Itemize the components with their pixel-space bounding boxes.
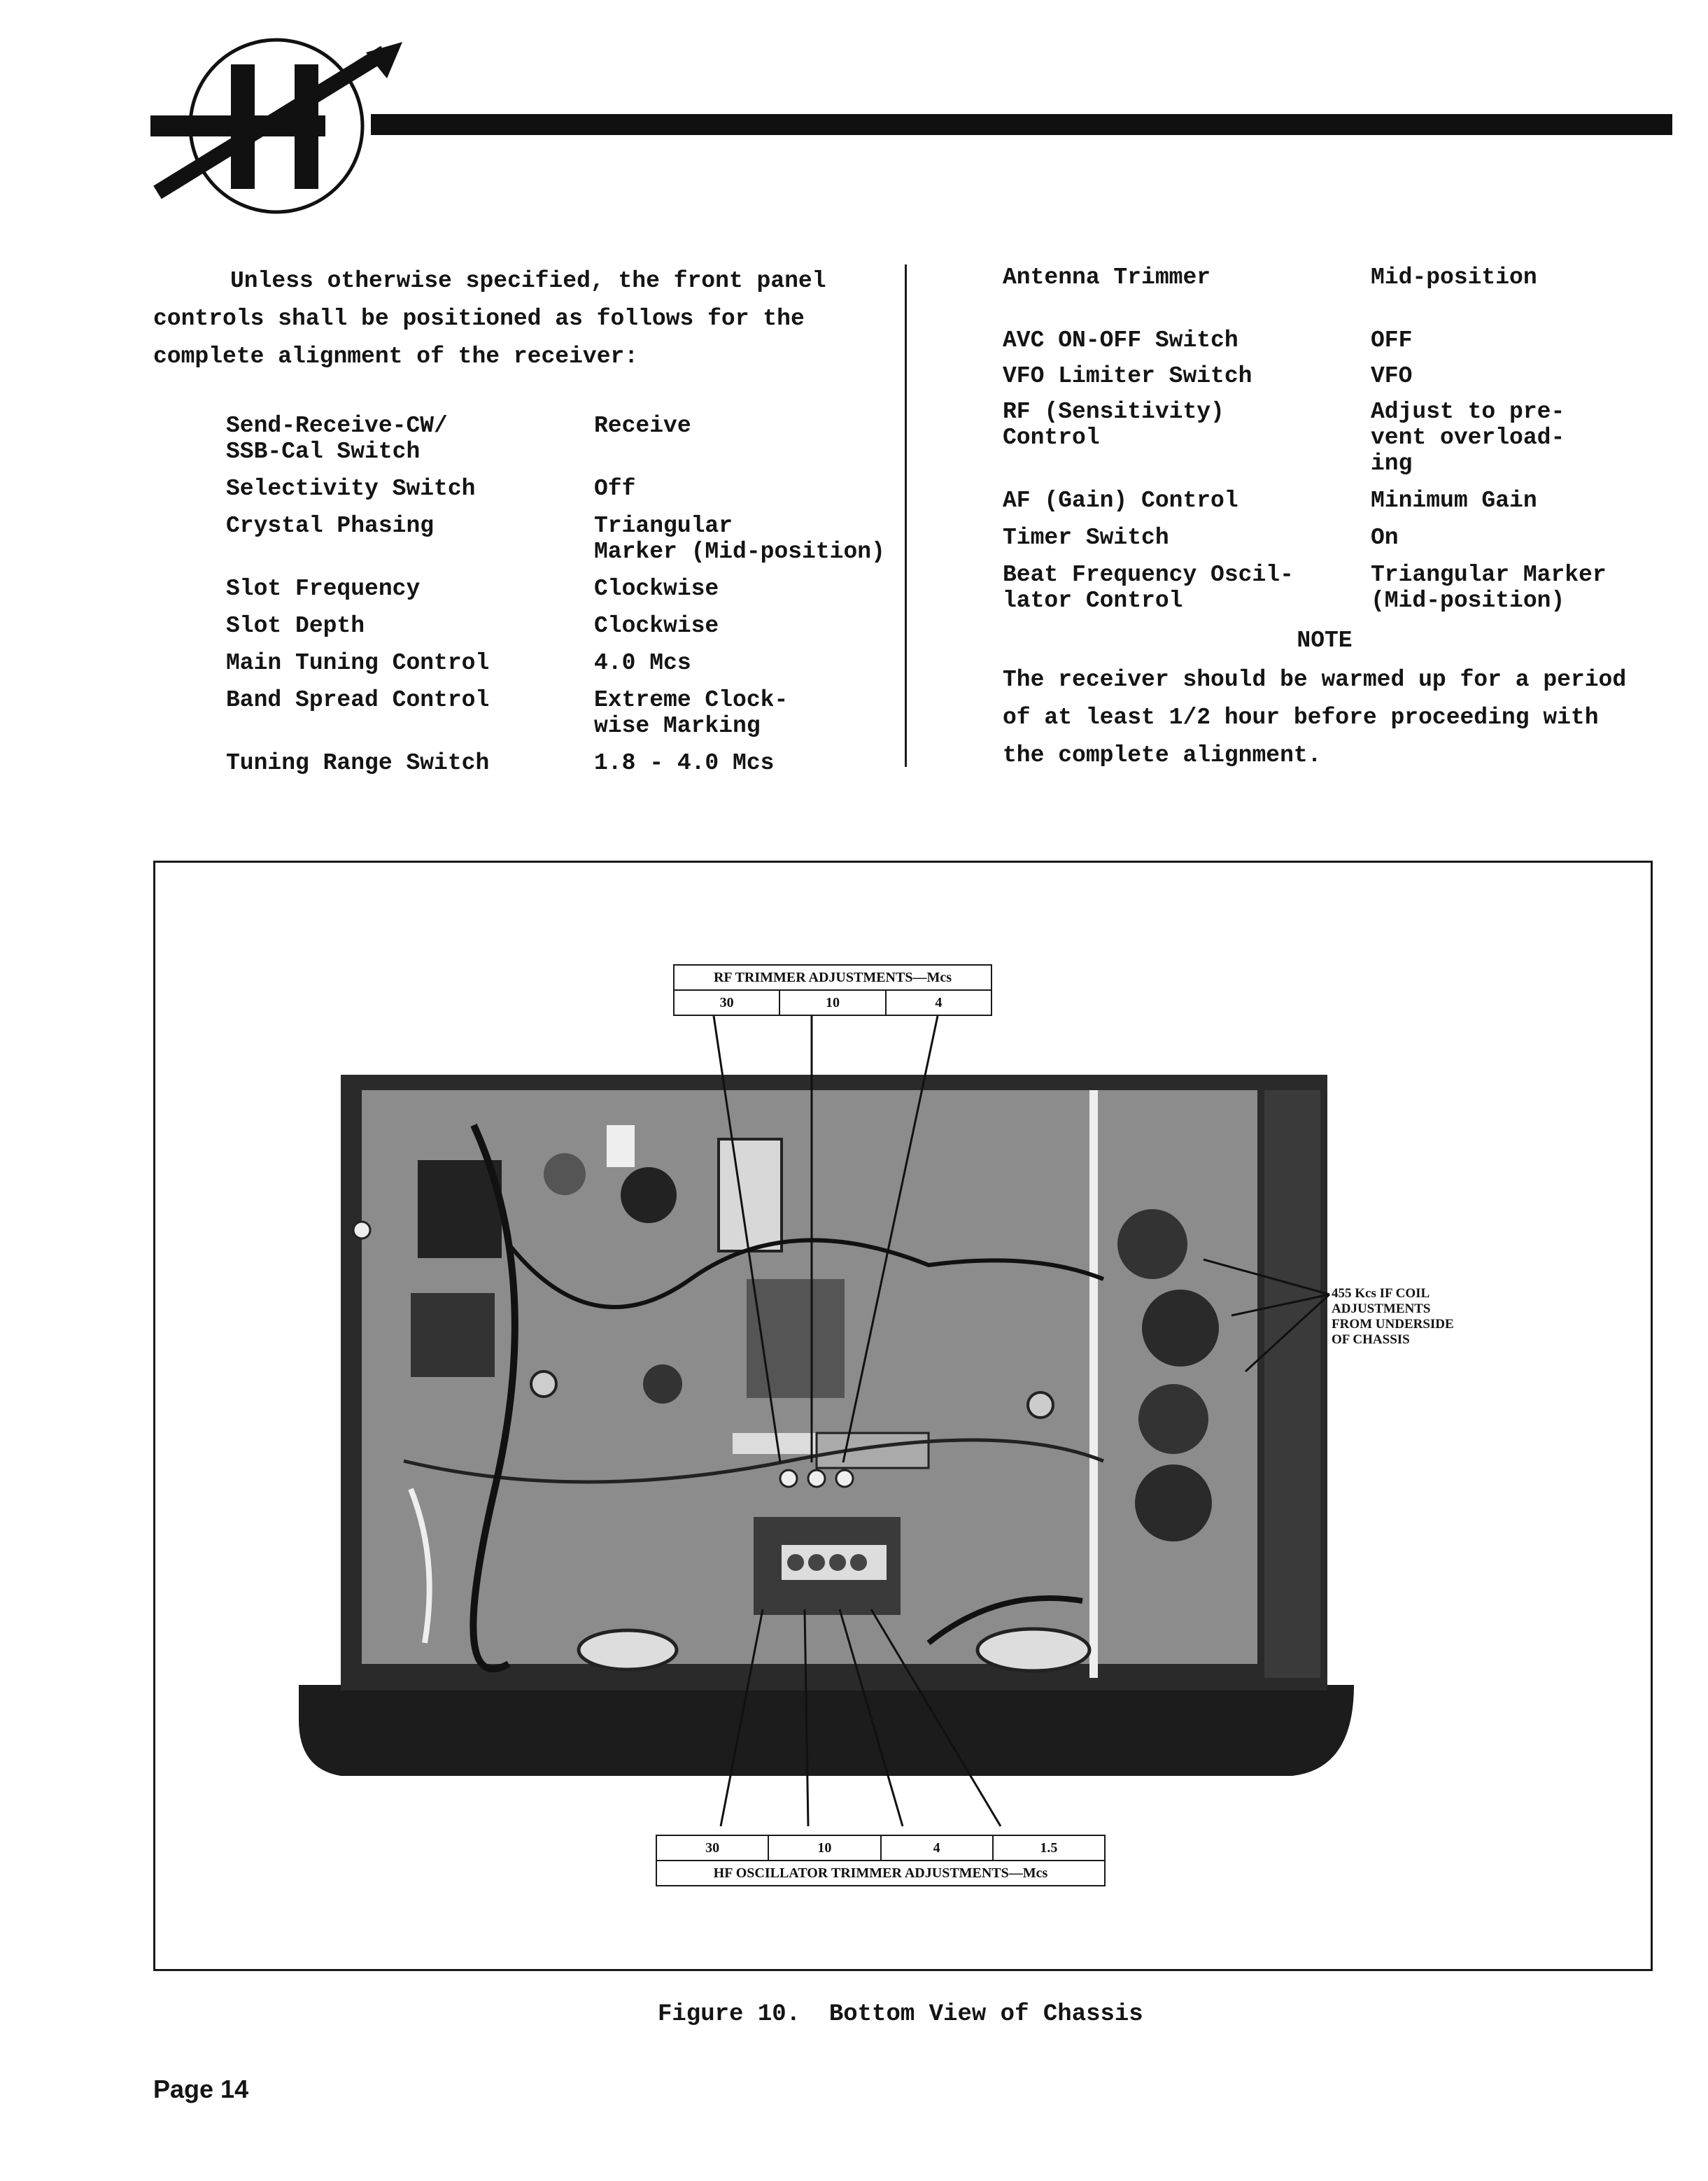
right-control-setting: Adjust to pre- vent overload- ing bbox=[1371, 399, 1565, 477]
left-control-name: Send-Receive-CW/ SSB-Cal Switch bbox=[226, 413, 448, 465]
left-control-name: Band Spread Control bbox=[226, 687, 490, 713]
left-control-setting: Off bbox=[594, 476, 636, 502]
right-control-setting: Triangular Marker (Mid-position) bbox=[1371, 562, 1607, 614]
left-control-name: Selectivity Switch bbox=[226, 476, 476, 502]
left-control-setting: 4.0 Mcs bbox=[594, 650, 691, 676]
page-number: Page 14 bbox=[153, 2075, 249, 2103]
hf-oscillator-label bbox=[656, 1835, 1106, 1886]
right-control-name: VFO Limiter Switch bbox=[1003, 363, 1252, 389]
figure-caption: Figure 10. Bottom View of Chassis bbox=[658, 2001, 1143, 2028]
rf-trimmer-value: 30 bbox=[675, 991, 780, 1015]
rf-trimmer-label bbox=[673, 964, 992, 1016]
rf-trimmer-value: 10 bbox=[780, 991, 886, 1015]
right-control-setting: VFO bbox=[1371, 363, 1413, 389]
hf-oscillator-value: 10 bbox=[769, 1836, 881, 1860]
right-control-name: Timer Switch bbox=[1003, 525, 1169, 551]
rf-trimmer-value: 4 bbox=[935, 995, 943, 1010]
left-control-name: Main Tuning Control bbox=[226, 650, 490, 676]
right-control-name: RF (Sensitivity) Control bbox=[1003, 399, 1224, 451]
left-control-setting: Clockwise bbox=[594, 613, 719, 639]
note-text: The receiver should be warmed up for a period of at least 1/2 hour before proceeding with the complete alignment. bbox=[1003, 667, 1627, 768]
left-control-setting: Receive bbox=[594, 413, 691, 439]
right-control-name: Beat Frequency Oscil- lator Control bbox=[1003, 562, 1294, 614]
right-control-setting: Mid-position bbox=[1371, 264, 1537, 290]
hf-oscillator-title: HF OSCILLATOR TRIMMER ADJUSTMENTS—Mcs bbox=[657, 1860, 1104, 1885]
right-control-setting: OFF bbox=[1371, 327, 1413, 353]
note-heading: NOTE bbox=[1297, 628, 1353, 654]
hf-oscillator-values bbox=[657, 1836, 1104, 1860]
right-control-setting: On bbox=[1371, 525, 1399, 551]
hf-oscillator-value: 4 bbox=[882, 1836, 994, 1860]
left-control-name: Slot Frequency bbox=[226, 576, 421, 602]
right-control-name: Antenna Trimmer bbox=[1003, 264, 1211, 290]
rf-trimmer-title: RF TRIMMER ADJUSTMENTS—Mcs bbox=[675, 966, 991, 991]
rf-trimmer-values bbox=[675, 991, 991, 1015]
left-control-setting: Triangular Marker (Mid-position) bbox=[594, 513, 885, 565]
left-control-name: Crystal Phasing bbox=[226, 513, 435, 539]
left-control-setting: Clockwise bbox=[594, 576, 719, 602]
intro-paragraph: Unless otherwise specified, the front panel controls shall be positioned as follows for the complete alignment of the receiver: bbox=[153, 268, 826, 369]
left-control-setting: Extreme Clock- wise Marking bbox=[594, 687, 789, 739]
left-control-name: Tuning Range Switch bbox=[226, 750, 490, 776]
left-control-name: Slot Depth bbox=[226, 613, 365, 639]
left-control-setting: 1.8 - 4.0 Mcs bbox=[594, 750, 775, 776]
right-control-name: AVC ON-OFF Switch bbox=[1003, 327, 1238, 353]
right-control-name: AF (Gain) Control bbox=[1003, 488, 1238, 514]
if-coil-note: 455 Kcs IF COIL ADJUSTMENTS FROM UNDERSIDE OF CHASSIS bbox=[1332, 1286, 1454, 1347]
hf-oscillator-value: 30 bbox=[657, 1836, 769, 1860]
right-control-setting: Minimum Gain bbox=[1371, 488, 1537, 514]
hf-oscillator-value: 1.5 bbox=[1040, 1840, 1058, 1856]
